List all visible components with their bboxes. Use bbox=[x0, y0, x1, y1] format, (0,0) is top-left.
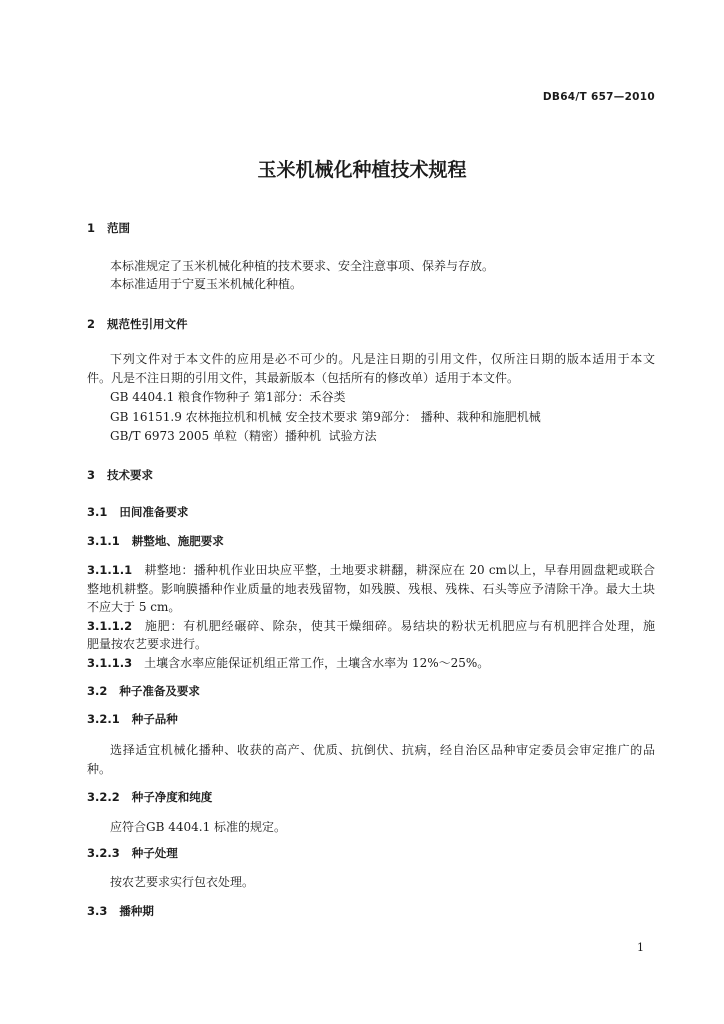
numbered-paragraph-line bbox=[87, 617, 655, 635]
section-title: 种子净度和纯度 bbox=[131, 790, 213, 804]
subsection-heading bbox=[87, 844, 178, 862]
paragraph-line: 整地机耕整。影响膜播种作业质量的地表残留物，如残膜、残根、残株、石头等应予清除干净。最大土块 bbox=[87, 582, 655, 596]
paragraph-line: 件。凡是不注日期的引用文件，其最新版本（包括所有的修改单）适用于本文件。 bbox=[87, 371, 520, 385]
reference-item: GB/T 6973 2005 单粒（精密）播种机 试验方法 bbox=[110, 429, 377, 443]
section-title: 规范性引用文件 bbox=[107, 317, 188, 331]
section-heading bbox=[87, 219, 130, 237]
document-title: 玉米机械化种植技术规程 bbox=[257, 159, 467, 181]
paragraph-line: 肥量按农艺要求进行。 bbox=[87, 637, 208, 651]
section-title: 耕整地、施肥要求 bbox=[131, 534, 224, 548]
subsection-heading bbox=[87, 532, 224, 550]
numbered-paragraph-line bbox=[87, 561, 655, 579]
paragraph-line: 应符合GB 4404.1 标准的规定。 bbox=[110, 820, 287, 834]
section-number: 3.2.2 bbox=[87, 790, 120, 804]
section-title: 种子品种 bbox=[131, 712, 178, 726]
clause-number: 3.1.1.2 bbox=[87, 619, 133, 633]
clause-text: 耕整地：播种机作业田块应平整，土地要求耕翻，耕深应在 20 cm以上，早春用圆盘耙或联合 bbox=[144, 563, 655, 577]
section-heading bbox=[87, 315, 188, 333]
section-title: 种子准备及要求 bbox=[119, 684, 200, 698]
subsection-heading bbox=[87, 902, 154, 920]
standard-code: DB64/T 657—2010 bbox=[542, 91, 655, 103]
paragraph-line: 选择适宜机械化播种、收获的高产、优质、抗倒伏、抗病，经自治区品种审定委员会审定推广的品 bbox=[110, 743, 655, 757]
section-number: 2 bbox=[87, 317, 96, 331]
subsection-heading bbox=[87, 710, 178, 728]
section-number: 3.2.3 bbox=[87, 846, 120, 860]
page-number: 1 bbox=[637, 941, 644, 954]
clause-text: 土壤含水率应能保证机组正常工作，土壤含水率为 12%～25%。 bbox=[144, 656, 490, 670]
section-title: 田间准备要求 bbox=[119, 505, 189, 519]
section-number: 1 bbox=[87, 221, 96, 235]
paragraph-line: 下列文件对于本文件的应用是必不可少的。凡是注日期的引用文件，仅所注日期的版本适用于本文 bbox=[110, 352, 655, 366]
subsection-heading bbox=[87, 682, 200, 700]
paragraph-line: 不应大于 5 cm。 bbox=[87, 600, 181, 614]
paragraph-line: 种。 bbox=[87, 762, 112, 776]
section-number: 3 bbox=[87, 468, 96, 482]
clause-number: 3.1.1.1 bbox=[87, 563, 133, 577]
reference-item: GB 4404.1 粮食作物种子 第1部分：禾谷类 bbox=[110, 390, 346, 404]
section-title: 种子处理 bbox=[131, 846, 178, 860]
section-number: 3.3 bbox=[87, 904, 108, 918]
numbered-paragraph-line bbox=[87, 654, 655, 672]
section-title: 范围 bbox=[107, 221, 131, 235]
paragraph-line: 按农艺要求实行包衣处理。 bbox=[110, 875, 255, 889]
section-number: 3.1 bbox=[87, 505, 108, 519]
paragraph-line: 本标准规定了玉米机械化种植的技术要求、安全注意事项、保养与存放。 bbox=[110, 259, 495, 273]
paragraph-line: 本标准适用于宁夏玉米机械化种植。 bbox=[110, 277, 303, 291]
clause-text: 施肥：有机肥经碾碎、除杂，使其干燥细碎。易结块的粉状无机肥应与有机肥拌合处理，施 bbox=[144, 619, 655, 633]
section-number: 3.1.1 bbox=[87, 534, 120, 548]
section-title: 播种期 bbox=[119, 904, 154, 918]
section-number: 3.2.1 bbox=[87, 712, 120, 726]
section-title: 技术要求 bbox=[107, 468, 154, 482]
section-heading bbox=[87, 466, 153, 484]
reference-item: GB 16151.9 农林拖拉机和机械 安全技术要求 第9部分： 播种、栽种和施肥机械 bbox=[110, 410, 541, 424]
section-number: 3.2 bbox=[87, 684, 108, 698]
subsection-heading bbox=[87, 503, 188, 521]
clause-number: 3.1.1.3 bbox=[87, 656, 133, 670]
subsection-heading bbox=[87, 788, 212, 806]
